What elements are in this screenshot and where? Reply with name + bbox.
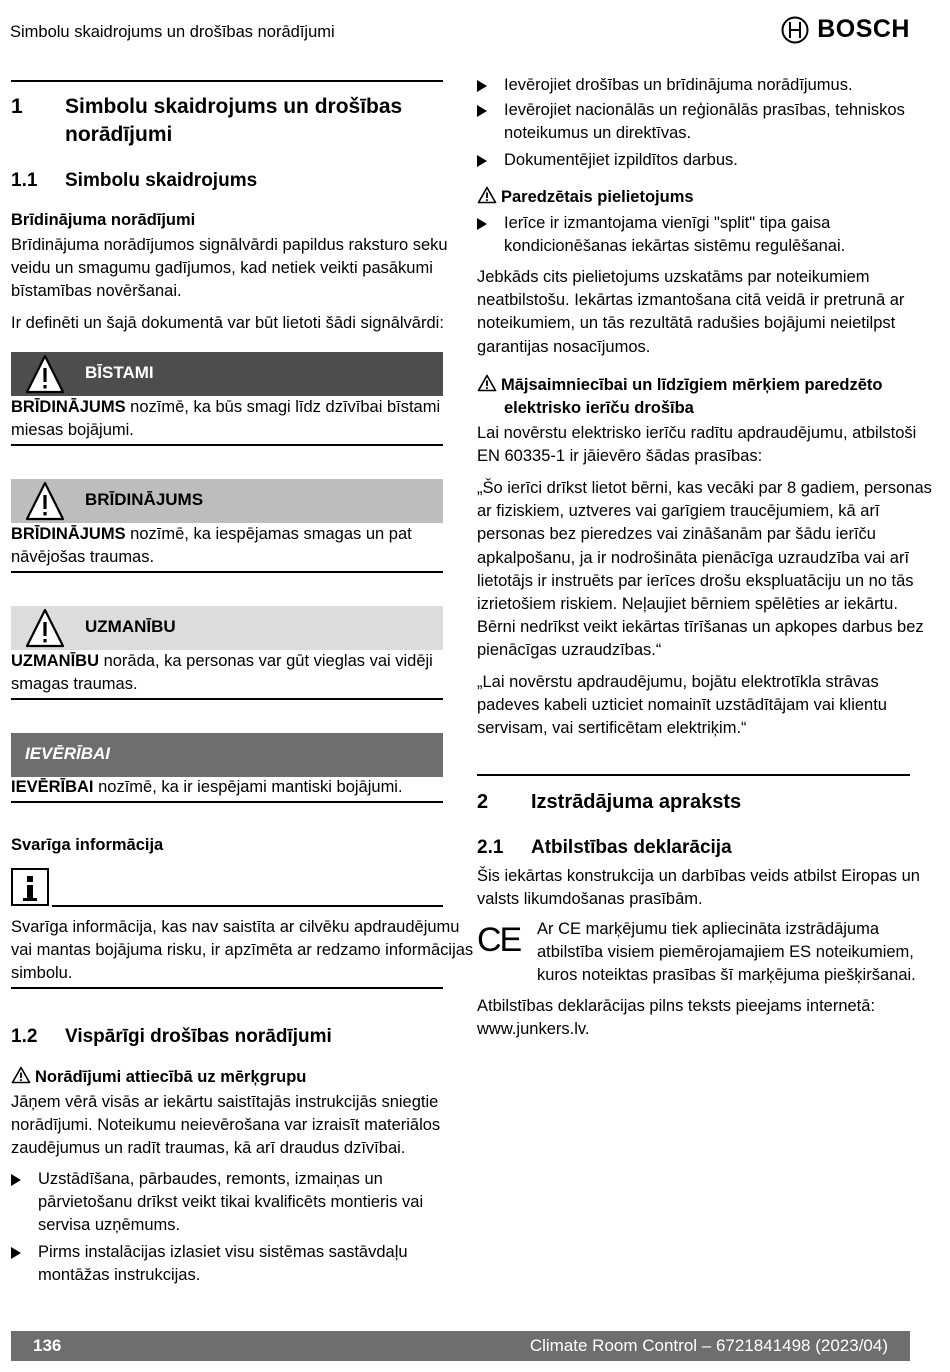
household-safety-heading: Mājsaimniecībai un līdzīgiem mērķiem paredzēto [477,374,882,397]
list-item: Ievērojiet drošības un brīdinājuma norādījumus. [477,74,853,97]
h1-title-line1: Simbolu skaidrojums un drošības [65,95,403,118]
footer-document-id: Climate Room Control – 6721841498 (2023/04) [529,1336,888,1355]
intended-use-heading: Paredzētais pielietojums [477,186,694,209]
bullet-arrow-icon [477,155,487,167]
bullet-arrow-icon [11,1247,21,1259]
h2-title: Izstrādājuma apraksts [531,791,742,813]
rule [477,774,910,776]
bullet-arrow-icon [477,105,487,117]
rule [11,444,443,446]
rule [11,801,443,803]
signal-words-intro: Ir definēti un šajā dokumentā var būt lietoti šādi signālvārdi: [11,314,444,332]
bosch-logo [781,15,910,44]
rule [11,80,443,82]
bullet-arrow-icon [477,80,487,92]
target-group-heading: Norādījumi attiecībā uz mērķgrupu [11,1066,306,1089]
h21-title: Atbilstības deklarācija [531,837,732,858]
important-info-text: Svarīga informācija, kas nav saistīta ar cilvēku apdraudējumu vai mantas bojājuma risku, ir apzīmēta ar redzamo informācijas simbolu. [11,918,474,983]
bullet-arrow-icon [477,218,487,230]
household-safety-paragraph: Lai novērstu elektrisko ierīču radītu apdraudējumu, atbilstoši EN 60335-1 ir jāievēro šādas prasības: [477,424,917,466]
rule [11,571,443,573]
h12-title: Vispārīgi drošības norādījumi [65,1026,332,1047]
warning-bar [11,479,443,523]
target-group-paragraph: Jāņem vērā visās ar iekārtu saistītajās instrukcijās sniegtie norādījumi. Noteikumu neievērošana var izraisīt materiālos zaudējumus un radīt traumas, kā arī draudus dzīvībai. [11,1093,441,1158]
warning-triangle-icon [25,353,65,395]
warning-triangle-icon [25,480,65,522]
warning-triangle-icon [25,607,65,649]
rule [52,905,443,907]
warning-label: BRĪDINĀJUMS [85,490,204,509]
h1-title-line2: norādījumi [65,123,173,146]
caution-label: UZMANĪBU [85,617,176,636]
brand-name: BOSCH [817,15,910,43]
cable-quote: „Lai novērstu apdraudējumu, bojātu elektrotīkla strāvas padeves kabeli uzticiet nomainīt uzstādītājam vai klientu servisam, vai sertificētam elektriķim.“ [477,673,887,738]
warning-triangle-icon [11,1066,31,1084]
notice-label: IEVĒRĪBAI [25,744,111,763]
rule [11,698,443,700]
declaration-paragraph: Šis iekārtas konstrukcija un darbības veids atbilst Eiropas un valsts likumdošanas prasībām. [477,867,920,909]
bullet-arrow-icon [11,1174,21,1186]
notice-bar [11,733,443,777]
ce-paragraph: Ar CE marķējumu tiek apliecināta izstrādājuma atbilstība visiem piemērojamajiem ES noteikumiem, kuros noteiktas prasības šī marķējuma piešķiršanai. [537,920,916,985]
caution-bar [11,606,443,650]
list-item: Ierīce ir izmantojama vienīgi "split" tipa gaisa kondicionēšanas iekārtas sistēmu regulēšanai. [477,212,845,258]
h11-number: 1.1 [11,170,38,191]
rule [11,987,443,989]
warning-text: BRĪDINĀJUMS nozīmē, ka iespējamas smagas un pat nāvējošas traumas. [11,525,412,567]
list-item: Pirms instalācijas izlasiet visu sistēmas sastāvdaļu montāžas instrukcijas. [11,1241,408,1287]
bosch-armature-icon [781,16,809,44]
list-item: Uzstādīšana, pārbaudes, remonts, izmaiņas un pārvietošanu drīkst veikt tikai kvalificēts montieris vai servisa uzņēmums. [11,1168,423,1238]
warning-notes-paragraph: Brīdinājuma norādījumos signālvārdi papildus raksturo seku veidu un smagumu gadījumos, kad netiek veikti pasākumi bīstamības novēršanai. [11,236,448,301]
list-item: Dokumentējiet izpildītos darbus. [477,149,738,172]
page-footer [11,1331,910,1361]
danger-label: BĪSTAMI [85,363,154,382]
caution-text: UZMANĪBU norāda, ka personas var gūt vieglas vai vidēji smagas traumas. [11,652,433,694]
intended-use-paragraph: Jebkāds cits pielietojums uzskatāms par noteikumiem neatbilstošu. Iekārtas izmantošana citā veidā ir pretrunā ar noteikumiem, un tās rezultātā radušies bojājumi neietilpst garantijas nosacījumos. [477,268,905,356]
warning-notes-heading: Brīdinājuma norādījumi [11,211,196,229]
running-header-title: Simbolu skaidrojums un drošības norādījumi [10,23,335,41]
danger-text: BRĪDINĀJUMS nozīmē, ka būs smagi līdz dzīvībai bīstami miesas bojājumi. [11,398,441,440]
household-safety-heading-line2: elektrisko ierīču drošība [504,399,694,417]
h11-title: Simbolu skaidrojums [65,170,258,191]
notice-text: IEVĒRĪBAI nozīmē, ka ir iespējami mantiski bojājumi. [11,778,403,796]
ce-mark-icon: CE [477,921,521,959]
info-icon [11,868,49,906]
warning-triangle-icon [477,186,497,204]
danger-bar [11,352,443,396]
warning-triangle-icon [477,374,497,392]
children-quote: „Šo ierīci drīkst lietot bērni, kas vecāki par 8 gadiem, personas ar fiziskiem, uztveres vai garīgiem traucējumiem, kā arī personas bez pieredzes vai zināšanām par šādu ierīču apkalpošanu, ja ir nodrošināta pienācīga uzraudzība vai arī lietotājs ir instruēts par ierīces drošu ekspluatāciju un no tās izrietošiem riskiem. Neļaujiet bērniem spēlēties ar iekārtu. Bērni nedrīkst veikt iekārtas tīrīšanas un apkopes darbus bez pienācīgas uzraudzības.“ [477,479,932,660]
h21-number: 2.1 [477,837,504,858]
list-item: Ievērojiet nacionālās un reģionālās prasības, tehniskos noteikumus un direktīvas. [477,99,905,145]
h12-number: 1.2 [11,1026,38,1047]
h2-number: 2 [477,791,489,813]
declaration-link-paragraph: Atbilstības deklarācijas pilns teksts pieejams internetā: www.junkers.lv. [477,997,876,1039]
page-number: 136 [33,1336,62,1355]
important-info-heading: Svarīga informācija [11,836,164,854]
h1-number: 1 [11,95,23,118]
